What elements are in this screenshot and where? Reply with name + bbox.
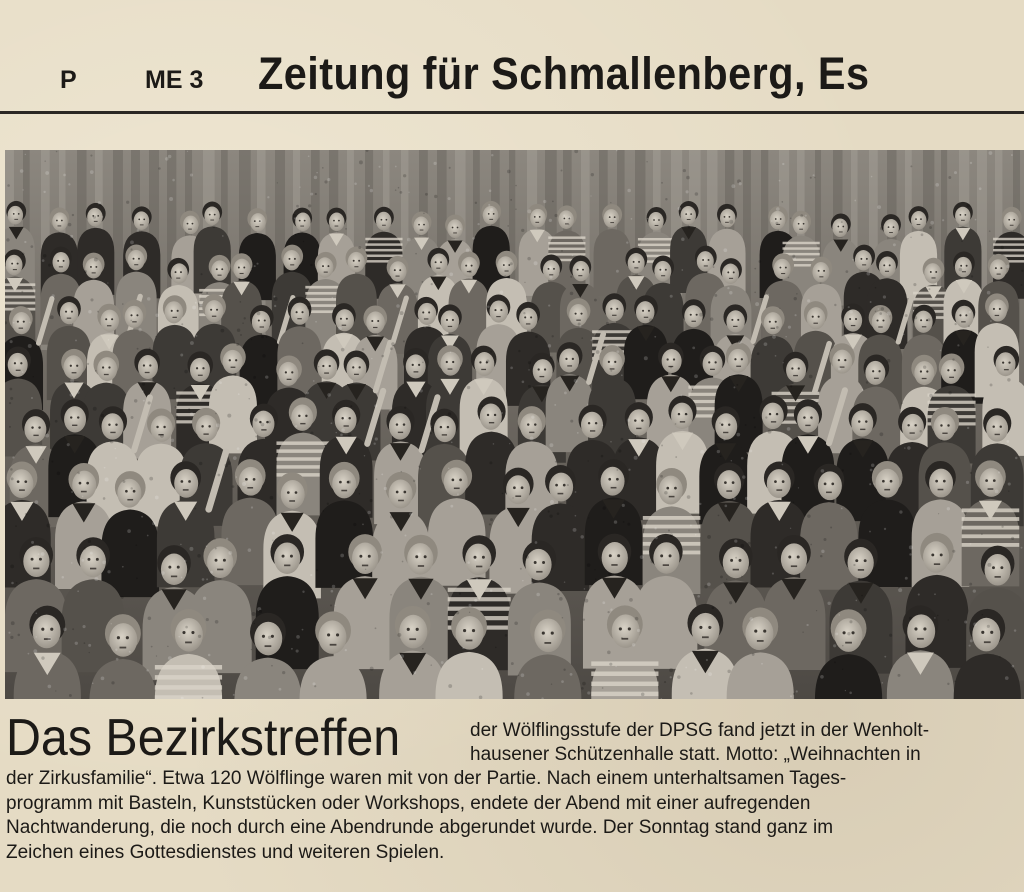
body-line: der Zirkusfamilie“. Etwa 120 Wölflinge waren mit von der Partie. Nach einem unterhaltsamen Tages- [6, 768, 847, 789]
lead-line: der Wölflingsstufe der DPSG fand jetzt in der Wenholt- [470, 720, 930, 741]
edition-code: ME 3 [145, 66, 204, 94]
body-line: Zeichen eines Gottesdienstes und weiteren Spielen. [6, 841, 445, 863]
body-line: programm mit Basteln, Kunststücken oder Workshops, endete der Abend mit einer aufregenden [6, 792, 811, 814]
article-lead [470, 719, 1024, 767]
article-headline: Das Bezirkstreffen [6, 709, 401, 767]
group-photo-icon [5, 150, 1024, 699]
masthead-rule [0, 111, 1024, 114]
lead-line: hausener Schützenhalle statt. Motto: „Weihnachten in [470, 744, 921, 765]
page-letter: P [60, 66, 77, 94]
body-line: Nachtwanderung, die noch durch eine Abendrunde abgerundet wurde. Der Sonntag stand ganz im [6, 817, 834, 838]
masthead [0, 30, 1024, 110]
newspaper-title: Zeitung für Schmallenberg, Es [258, 48, 870, 99]
group-photo [5, 150, 1024, 699]
article-body [6, 767, 1024, 865]
